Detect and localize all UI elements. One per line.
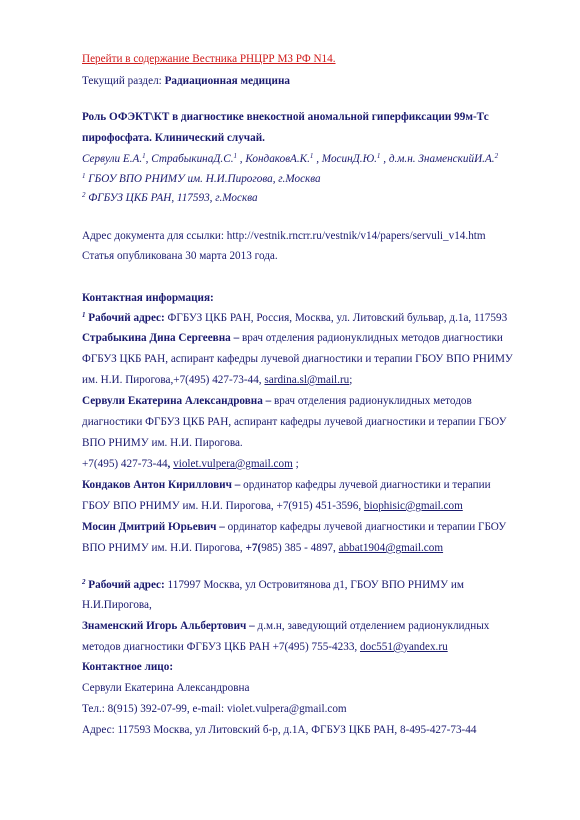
work-address-sup: 1 [82,311,86,319]
article-title-line-1: Роль ОФЭКТ\КТ в диагностике внекостной аномальной гиперфиксации 99м-Тс [82,111,489,123]
phone: +7(495) 427-73-44 [82,458,168,470]
work-address-text: 117997 Москва, ул Островитянова д1, ГБОУ ВПО РНИМУ им [164,579,464,591]
work-address-text: ФГБУЗ ЦКБ РАН, Россия, Москва, ул. Литовский бульвар, д.1а, 117593 [164,312,508,324]
email-link[interactable]: doc551@yandex.ru [360,641,448,653]
email-link[interactable]: abbat1904@gmail.com [338,542,444,554]
contact-text: д.м.н, заведующий отделением радионуклидных [257,620,490,632]
work-address-sup: 2 [82,578,86,586]
author-name: МосинД.Ю. [321,153,377,165]
contact-p3-line-2 [82,496,463,518]
work-address-label: Рабочий адрес: [88,579,165,591]
dash: – [231,479,244,491]
punct: , [167,458,174,470]
dash: – [230,332,242,344]
work-address-2 [82,575,464,597]
affiliation-text: ФГБУЗ ЦКБ РАН, 117593, г.Москва [88,192,258,204]
email-link[interactable]: biophisic@gmail.com [363,500,463,512]
contact-p5-line-2 [82,637,448,659]
contact-text: ГБОУ ВПО РНИМУ им. Н.И. Пирогова, +7(915) 451-3596, [82,500,364,512]
contact-p1-line-1 [82,328,503,350]
contact-p5-line-1 [82,616,489,638]
contact-text: врач отделения радионуклидных методов диагностики [241,332,503,344]
contacts-heading: Контактная информация: [82,292,214,304]
affiliation-text: ГБОУ ВПО РНИМУ им. Н.И.Пирогова, г.Москва [88,173,321,185]
contact-p1-line-3 [82,370,352,392]
affiliation-sup: 1 [82,172,86,180]
author-sup: 1 [309,152,314,160]
phone: 985) 385 - 4897, [261,542,339,554]
section-value: Радиационная медицина [164,75,290,87]
contact-p2-line-2: диагностики ФГБУЗ ЦКБ РАН, аспирант кафедры лучевой диагностики и терапии ГБОУ [82,416,507,428]
contact-name: Страбыкина Дина Сергеевна [82,332,231,344]
affiliation-2 [82,188,258,210]
contact-text: ординатор кафедры лучевой диагностики и терапии ГБОУ [227,521,507,533]
author-sup: 1 [376,152,381,160]
affiliation-sup: 2 [82,191,86,199]
author-name: Сервули Е.А. [82,153,143,165]
author-name: д.м.н. ЗнаменскийИ.А. [388,153,495,165]
toc-line [82,49,336,71]
dash: – [216,521,228,533]
work-address-label: Рабочий адрес: [88,312,165,324]
author-name: КондаковА.К. [245,153,310,165]
contact-text: ВПО РНИМУ им. Н.И. Пирогова, [82,542,246,554]
work-address-1 [82,308,507,330]
author-sup: 2 [494,152,499,160]
contact-text: им. Н.И. Пирогова,+7(495) 427-73-44, [82,374,265,386]
publication-date: Статья опубликована 30 марта 2013 года. [82,250,278,262]
contact-person-phone: Тел.: 8(915) 392-07-99, e-mail: violet.vulpera@gmail.com [82,703,347,715]
contact-name: Кондаков Антон Кириллович [82,479,232,491]
punct: ; [349,374,353,386]
contact-text: врач отделения радионуклидных методов [274,395,472,407]
authors-line: Сервули Е.А.$^1$, СтрабыкинаД.С.$^1$ , КондаковА.К.$^1$ , МосинД.Ю.$^1$ , д.м.н. ЗнаменскийИ.А.$^2$ [82,152,499,165]
document-url-line: Адрес документа для ссылки: http://vestnik.rncrr.ru/vestnik/v14/papers/servuli_v14.htm [82,230,486,242]
email-link[interactable]: sardina.sl@mail.ru [264,374,350,386]
contact-person-name: Сервули Екатерина Александровна [82,682,250,694]
section-line [82,71,290,93]
contact-name: Знаменский Игорь Альбертович [82,620,247,632]
dash: – [262,395,274,407]
work-address-2-line-2: Н.И.Пирогова, [82,599,152,611]
author-name: СтрабыкинаД.С. [151,153,234,165]
contact-person-address: Адрес: 117593 Москва, ул Литовский б-р, д.1А, ФГБУЗ ЦКБ РАН, 8-495-427-73-44 [82,724,477,736]
contact-name: Сервули Екатерина Александровна [82,395,263,407]
punct: ; [292,458,299,470]
contact-p2-line-4 [82,454,299,476]
contact-p2-line-3: ВПО РНИМУ им. Н.И. Пирогова. [82,437,243,449]
phone: +7( [245,542,262,554]
contact-p2-line-1 [82,391,472,413]
author-sup: 1 [142,152,146,160]
contact-p3-line-1 [82,475,491,497]
contact-p1-line-2: ФГБУЗ ЦКБ РАН, аспирант кафедры лучевой диагностики и терапии ГБОУ ВПО РНИМУ [82,353,513,365]
contact-name: Мосин Дмитрий Юрьевич [82,521,217,533]
contact-p4-line-2 [82,538,443,560]
section-label: Текущий раздел: [82,75,165,87]
contact-text: ординатор кафедры лучевой диагностики и терапии [243,479,491,491]
contact-text: методов диагностики ФГБУЗ ЦКБ РАН +7(495) 755-4233, [82,641,361,653]
dash: – [246,620,258,632]
toc-link[interactable]: Перейти в содержание Вестника РНЦРР МЗ РФ N14. [82,53,336,65]
contact-person-heading: Контактное лицо: [82,661,174,673]
contact-p4-line-1 [82,517,506,539]
article-title-line-2: пирофосфата. Клинический случай. [82,132,265,144]
author-sup: 1 [233,152,237,160]
email-link[interactable]: violet.vulpera@gmail.com [173,458,293,470]
